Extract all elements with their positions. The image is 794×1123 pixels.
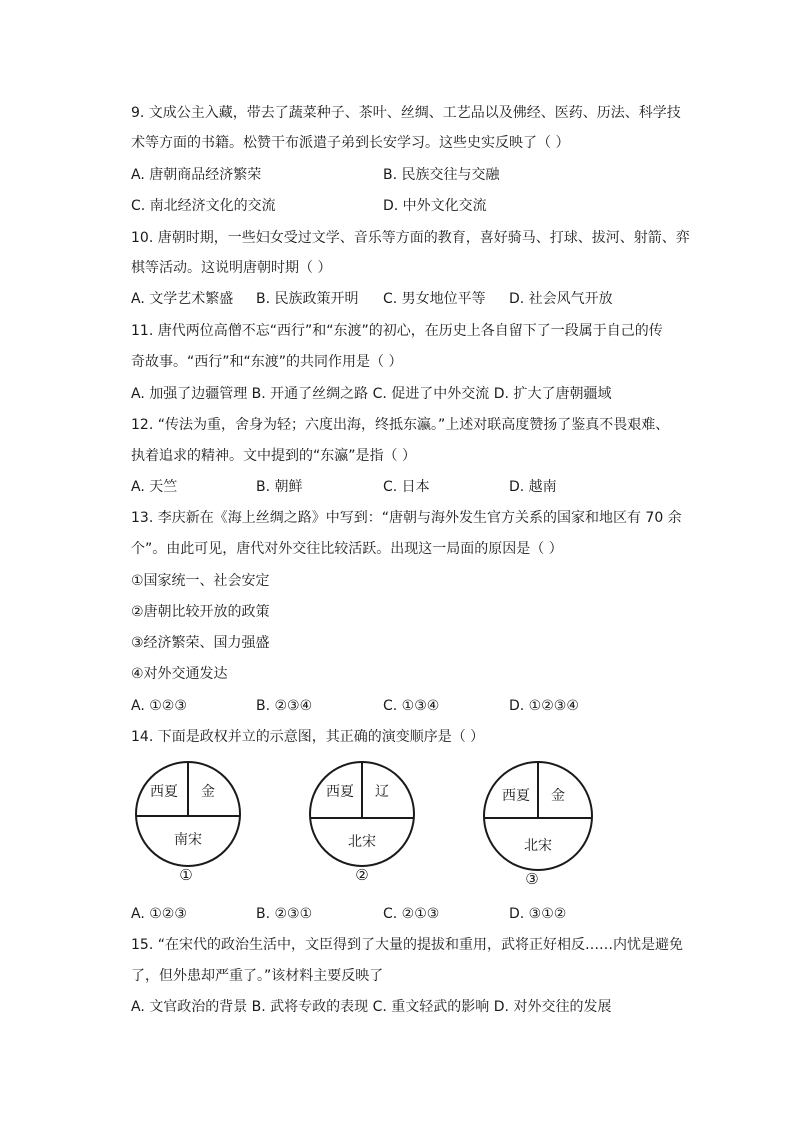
regime-diagram-1 — [128, 758, 250, 893]
q14-stem-line1: 14. 下面是政权并立的示意图，其正确的演变顺序是（ ） — [131, 729, 485, 745]
diagram-2-number: ② — [355, 866, 369, 884]
q11-options: A. 加强了边疆管理 B. 开通了丝绸之路 C. 促进了中外交流 D. 扩大了唐朝疆域 — [131, 386, 612, 402]
q9-stem-line1: 9. 文成公主入藏，带去了蔬菜种子、茶叶、丝绸、工艺品以及佛经、医药、历法、科学技 — [131, 105, 681, 121]
q12-stem-line1: 12. “传法为重，舍身为轻；六度出海，终抵东瀛。”上述对联高度赞扬了鉴真不畏艰难、 — [131, 417, 670, 433]
q12-option-a: A. 天竺 — [131, 479, 178, 495]
q13-option-d: D. ①②③④ — [509, 698, 579, 714]
q13-option-b: B. ②③④ — [256, 698, 313, 714]
q15-stem-line1: 15. “在宋代的政治生活中，文臣得到了大量的提拔和重用，武将正好相反……内忧是避免 — [131, 937, 683, 953]
q13-item-2: ②唐朝比较开放的政策 — [131, 604, 270, 620]
diagram-1-top-right: 金 — [201, 784, 215, 800]
diagram-1-bottom: 南宋 — [174, 832, 202, 848]
q13-option-c: C. ①③④ — [383, 698, 440, 714]
q12-option-c: C. 日本 — [383, 479, 430, 495]
q13-item-3: ③经济繁荣、国力强盛 — [131, 635, 270, 651]
q14-option-b: B. ②③① — [256, 906, 313, 922]
q13-item-4: ④对外交通发达 — [131, 666, 228, 682]
diagram-3-top-left: 西夏 — [502, 788, 530, 804]
q13-stem-line1: 13. 李庆新在《海上丝绸之路》中写到：“唐朝与海外发生官方关系的国家和地区有 70 余 — [131, 510, 682, 526]
q11-stem-line2: 奇故事。“西行”和“东渡”的共同作用是（ ） — [131, 354, 403, 370]
q12-option-d: D. 越南 — [509, 479, 557, 495]
q14-option-c: C. ②①③ — [383, 906, 440, 922]
q12-option-b: B. 朝鲜 — [256, 479, 303, 495]
q14-option-d: D. ③①② — [509, 906, 567, 922]
q15-stem-line2: 了，但外患却严重了。”该材料主要反映了 — [131, 968, 384, 984]
q14-option-a: A. ①②③ — [131, 906, 187, 922]
diagram-3-number: ③ — [525, 870, 539, 888]
q9-stem-line2: 术等方面的书籍。松赞干布派遣子弟到长安学习。这些史实反映了（ ） — [131, 135, 570, 151]
diagram-1-number: ① — [179, 866, 193, 884]
q11-stem-line1: 11. 唐代两位高僧不忘“西行”和“东渡”的初心，在历史上各自留下了一段属于自己的传 — [131, 323, 663, 339]
q10-option-c: C. 男女地位平等 — [383, 291, 486, 307]
diagram-3-top-right: 金 — [551, 788, 565, 804]
q13-option-a: A. ①②③ — [131, 698, 187, 714]
regime-diagram-3 — [478, 758, 600, 893]
q9-option-a: A. 唐朝商品经济繁荣 — [131, 167, 262, 183]
diagram-2-bottom: 北宋 — [348, 834, 376, 850]
diagram-1-top-left: 西夏 — [150, 784, 178, 800]
q12-stem-line2: 执着追求的精神。文中提到的“东瀛”是指（ ） — [131, 448, 416, 464]
diagram-2-top-right: 辽 — [375, 784, 389, 800]
q9-option-d: D. 中外文化交流 — [383, 198, 487, 214]
regime-diagram-2 — [302, 758, 424, 893]
q10-stem-line1: 10. 唐朝时期，一些妇女受过文学、音乐等方面的教育，喜好骑马、打球、拔河、射箭、弈 — [131, 230, 690, 246]
q10-option-b: B. 民族政策开明 — [256, 291, 359, 307]
q15-options: A. 文官政治的背景 B. 武将专政的表现 C. 重文轻武的影响 D. 对外交往的发展 — [131, 999, 612, 1015]
q10-option-a: A. 文学艺术繁盛 — [131, 291, 234, 307]
q10-option-d: D. 社会风气开放 — [509, 291, 613, 307]
q13-stem-line2: 个”。由此可见，唐代对外交往比较活跃。出现这一局面的原因是（ ） — [131, 541, 563, 557]
q9-option-b: B. 民族交往与交融 — [383, 167, 500, 183]
q13-item-1: ①国家统一、社会安定 — [131, 573, 270, 589]
diagram-2-top-left: 西夏 — [326, 784, 354, 800]
q9-option-c: C. 南北经济文化的交流 — [131, 198, 276, 214]
diagram-3-bottom: 北宋 — [524, 838, 552, 854]
q10-stem-line2: 棋等活动。这说明唐朝时期（ ） — [131, 260, 332, 276]
